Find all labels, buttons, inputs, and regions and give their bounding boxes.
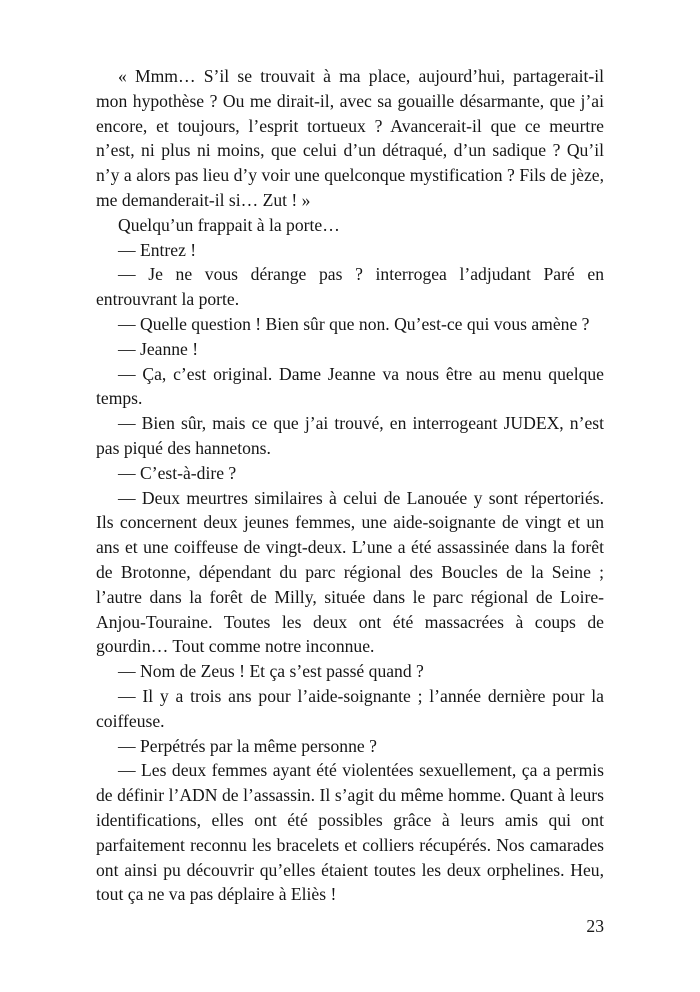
- dialogue-line: — C’est-à-dire ?: [118, 462, 237, 483]
- dialogue-line: — Je ne vous dérange pas ? interrogea l’adjudant Paré en entrouvrant la porte.: [96, 264, 604, 310]
- page-body: [96, 64, 604, 907]
- dialogue-line: — Deux meurtres similaires à celui de Lanouée y sont répertoriés. Ils concernent deux jeunes femmes, une aide-soignante de vingt et un ans et une coiffeuse de vingt-deux. L’une a été assassinée dans la forêt de Brotonne, dépendant du parc régional des Boucles de la Seine ; l’autre dans la forêt de Milly, située dans le parc régional de Loire-Anjou-Touraine. Toutes les deux ont été massacrées à coups de gourdin… Tout comme notre inconnue.: [96, 487, 604, 657]
- dialogue-line: — Quelle question ! Bien sûr que non. Qu’est-ce qui vous amène ?: [118, 313, 590, 334]
- paragraph-monologue: « Mmm… S’il se trouvait à ma place, aujourd’hui, partagerait-il mon hypothèse ? Ou me dirait-il, avec sa gouaille désarmante, que j’ai encore, et toujours, l’esprit tortueux ? Avancerait-il que ce meurtre n’est, ni plus ni moins, que celui d’un détraqué, d’un sadique ? Qu’il n’y a alors pas lieu d’y voir une quelconque mystification ? Fils de jèze, me demanderait-il si… Zut ! »: [96, 66, 604, 210]
- dialogue-line: — Il y a trois ans pour l’aide-soignante ; l’année dernière pour la coiffeuse.: [96, 685, 604, 731]
- dialogue-line: — Perpétrés par la même personne ?: [118, 735, 377, 756]
- dialogue-line: — Entrez !: [118, 239, 197, 260]
- dialogue-line: — Les deux femmes ayant été violentées sexuellement, ça a permis de définir l’ADN de l’assassin. Il s’agit du même homme. Quant à leurs identifications, elles ont été possibles grâce à leurs amis qui ont parfaitement reconnu les bracelets et colliers récupérés. Nos camarades ont ainsi pu découvrir qu’elles étaient toutes les deux orphelines. Heu, tout ça ne va pas déplaire à Eliès !: [96, 760, 604, 905]
- page-number: 23: [586, 916, 604, 936]
- dialogue-line: — Nom de Zeus ! Et ça s’est passé quand ?: [118, 661, 424, 682]
- dialogue-line: — Ça, c’est original. Dame Jeanne va nous être au menu quelque temps.: [96, 363, 604, 409]
- paragraph-knock: Quelqu’un frappait à la porte…: [118, 214, 340, 235]
- dialogue-line: — Jeanne !: [118, 338, 199, 359]
- dialogue-line: — Bien sûr, mais ce que j’ai trouvé, en interrogeant JUDEX, n’est pas piqué des hannetons.: [96, 413, 604, 458]
